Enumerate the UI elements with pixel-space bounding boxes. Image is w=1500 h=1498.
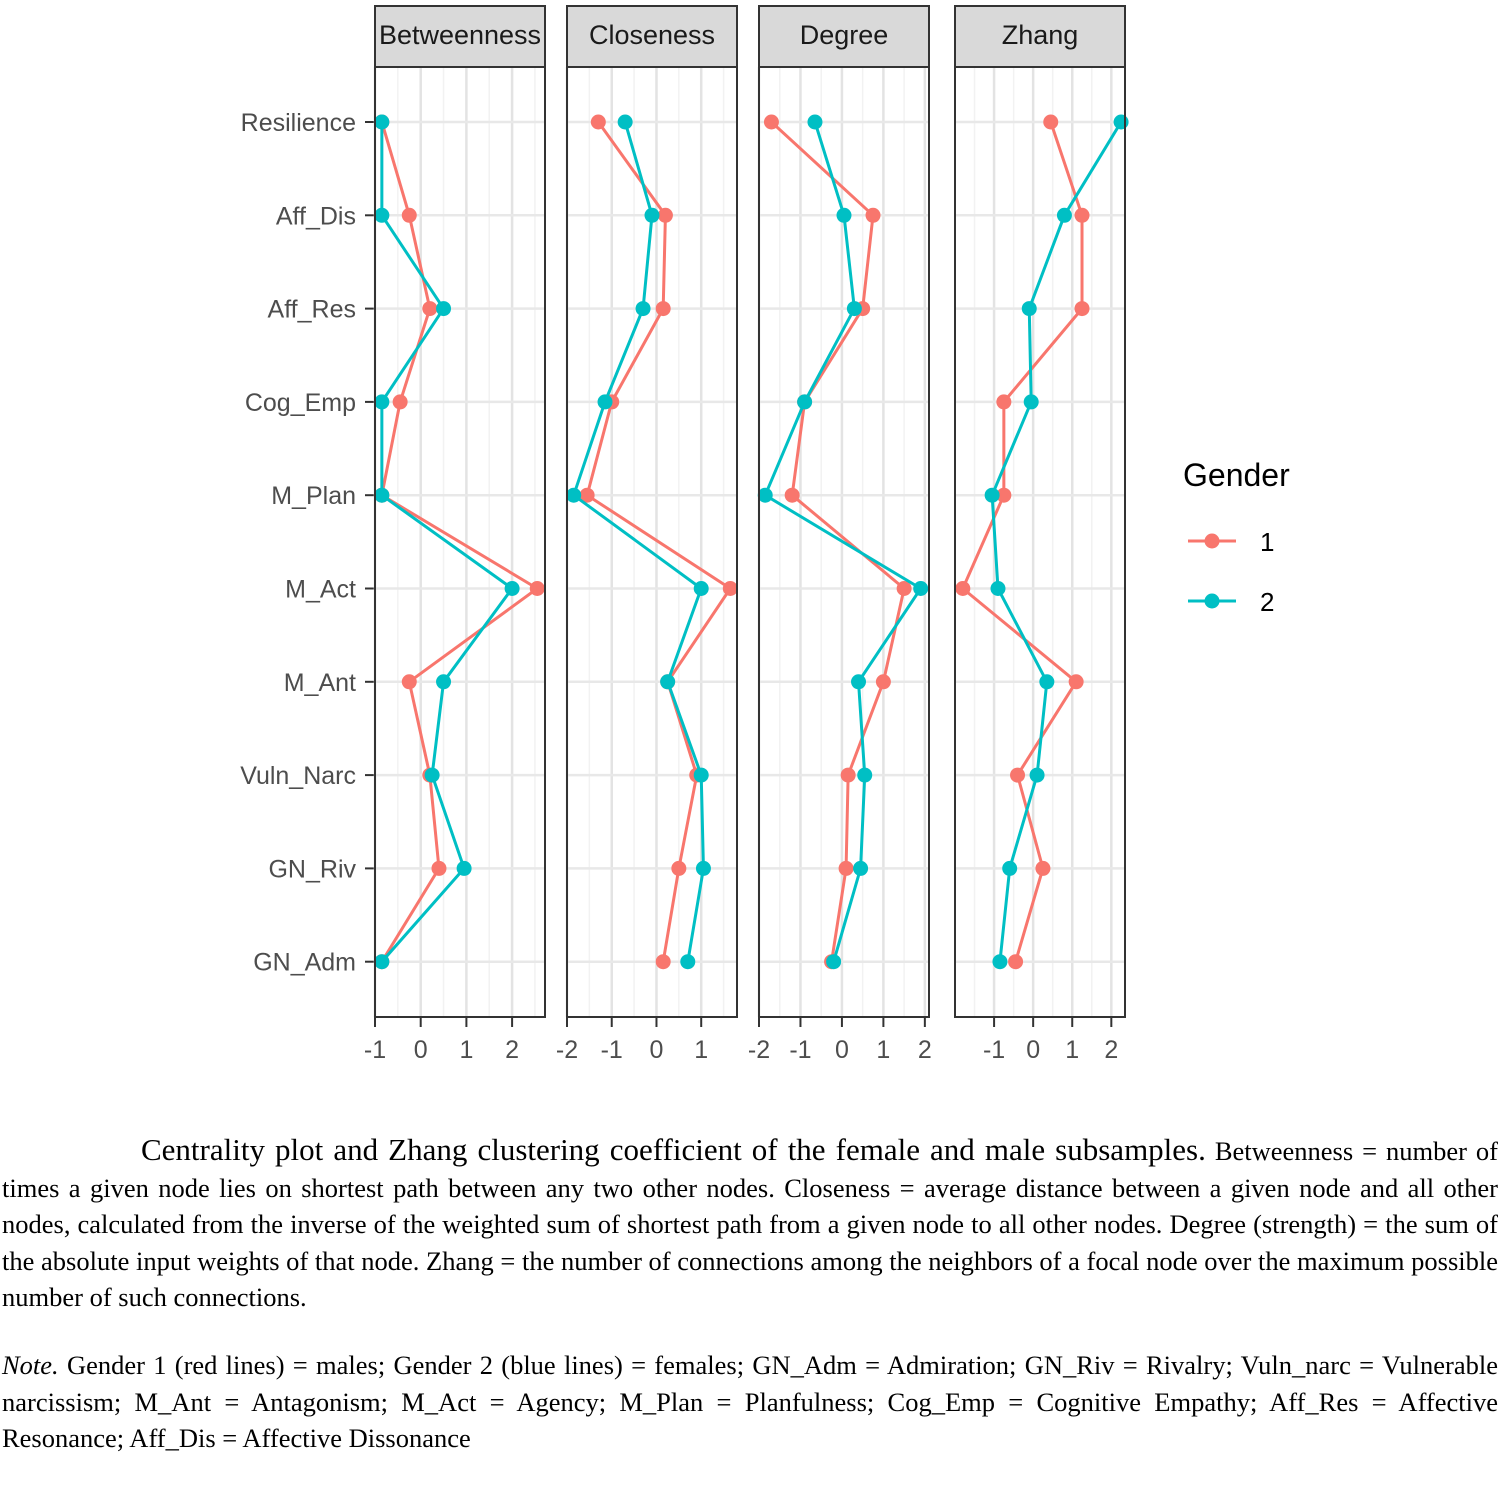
point-series-2-betweenness-m-act — [505, 581, 520, 596]
y-tick-label-aff-res: Aff_Res — [267, 295, 356, 324]
y-tick-label-gn-adm: GN_Adm — [253, 948, 356, 977]
x-tick-label-betweenness: 2 — [505, 1036, 520, 1064]
x-tick-label-zhang: -1 — [982, 1036, 1006, 1064]
y-tick-label-m-act: M_Act — [285, 575, 356, 604]
point-series-2-zhang-cog-emp — [1024, 394, 1039, 409]
point-series-1-closeness-gn-riv — [671, 861, 686, 876]
panel-closeness — [556, 6, 738, 1064]
point-series-2-closeness-resilience — [618, 115, 633, 130]
legend-key-point-2 — [1205, 594, 1220, 609]
caption-note — [2, 1347, 1498, 1457]
point-series-2-betweenness-m-ant — [436, 674, 451, 689]
x-tick-label-betweenness: 1 — [459, 1036, 474, 1064]
point-series-1-betweenness-gn-riv — [431, 861, 446, 876]
point-series-2-closeness-gn-adm — [680, 954, 695, 969]
point-series-1-zhang-gn-riv — [1035, 861, 1050, 876]
legend — [1183, 457, 1290, 617]
x-tick-label-degree: 0 — [834, 1036, 849, 1064]
panel-zhang — [955, 6, 1129, 1064]
point-series-1-betweenness-m-act — [530, 581, 545, 596]
point-series-2-zhang-m-ant — [1039, 674, 1054, 689]
point-series-2-betweenness-aff-res — [436, 301, 451, 316]
point-series-1-closeness-m-act — [723, 581, 738, 596]
point-series-2-closeness-gn-riv — [696, 861, 711, 876]
legend-key-point-1 — [1205, 534, 1220, 549]
point-series-1-betweenness-m-ant — [402, 674, 417, 689]
point-series-2-zhang-aff-dis — [1057, 208, 1072, 223]
x-tick-label-degree: 2 — [917, 1036, 932, 1064]
point-series-1-degree-resilience — [764, 115, 779, 130]
x-tick-label-zhang: 2 — [1104, 1036, 1119, 1064]
point-series-2-degree-cog-emp — [797, 394, 812, 409]
point-series-2-closeness-m-plan — [566, 488, 581, 503]
strip-label-degree: Degree — [799, 20, 889, 50]
point-series-2-degree-m-ant — [851, 674, 866, 689]
legend-label-1: 1 — [1260, 527, 1275, 557]
point-series-2-zhang-aff-res — [1022, 301, 1037, 316]
point-series-2-closeness-cog-emp — [598, 394, 613, 409]
point-series-1-zhang-m-ant — [1069, 674, 1084, 689]
point-series-1-zhang-resilience — [1043, 115, 1058, 130]
point-series-1-zhang-m-act — [955, 581, 970, 596]
point-series-2-degree-aff-res — [847, 301, 862, 316]
point-series-2-closeness-vuln-narc — [694, 768, 709, 783]
panel-degree — [748, 6, 932, 1064]
point-series-2-degree-m-act — [913, 581, 928, 596]
point-series-1-zhang-vuln-narc — [1010, 768, 1025, 783]
point-series-1-degree-m-ant — [876, 674, 891, 689]
point-series-1-closeness-aff-res — [656, 301, 671, 316]
x-tick-label-zhang: 1 — [1065, 1036, 1080, 1064]
point-series-2-betweenness-cog-emp — [374, 394, 389, 409]
point-series-2-zhang-m-act — [990, 581, 1005, 596]
legend-label-2: 2 — [1260, 587, 1275, 617]
x-tick-label-closeness: -1 — [600, 1036, 623, 1064]
y-tick-label-gn-riv: GN_Riv — [268, 855, 356, 884]
panel-betweenness — [364, 6, 545, 1064]
note-text: Gender 1 (red lines) = males; Gender 2 (blue lines) = females; GN_Adm = Admiration; GN_Riv = Rivalry; Vuln_narc = Vulnerable narcissism; M_Ant = Antagonism; M_Act = Agency; M_Plan = Planfulness; Cog_Emp = Cognitive Empathy; Aff_Res = Affective Resonance; Aff_Dis = Affective Dissonance — [2, 1349, 1499, 1454]
note-label: Note. — [2, 1349, 59, 1380]
point-series-1-degree-aff-dis — [866, 208, 881, 223]
point-series-1-closeness-gn-adm — [656, 954, 671, 969]
point-series-2-betweenness-resilience — [374, 115, 389, 130]
strip-label-betweenness: Betweenness — [378, 20, 542, 50]
point-series-2-degree-aff-dis — [837, 208, 852, 223]
point-series-2-closeness-m-act — [694, 581, 709, 596]
point-series-1-betweenness-cog-emp — [393, 394, 408, 409]
legend-title: Gender — [1183, 457, 1290, 493]
point-series-2-closeness-m-ant — [660, 674, 675, 689]
point-series-2-degree-gn-riv — [853, 861, 868, 876]
x-tick-label-degree: -1 — [789, 1036, 812, 1064]
point-series-2-zhang-m-plan — [985, 488, 1000, 503]
point-series-2-degree-vuln-narc — [857, 768, 872, 783]
caption-body: Betweenness = number of times a given node lies on shortest path between any two other nodes. Closeness = average distance between a given node and all other nodes, calculated from the inverse of the weighted sum of shortest path from a given node to all other nodes. Degree (strength) = the sum of the absolute input weights of that node. Zhang = the number of connections among the neighbors of a focal node over the maximum possible number of such connections. — [2, 1136, 1498, 1313]
point-series-2-betweenness-gn-adm — [374, 954, 389, 969]
x-tick-label-closeness: 0 — [649, 1036, 664, 1064]
y-tick-label-cog-emp: Cog_Emp — [244, 388, 356, 417]
point-series-1-degree-gn-riv — [839, 861, 854, 876]
point-series-2-degree-gn-adm — [826, 954, 841, 969]
x-tick-label-zhang: 0 — [1026, 1036, 1041, 1064]
point-series-2-degree-resilience — [807, 115, 822, 130]
y-tick-label-m-plan: M_Plan — [271, 482, 356, 511]
point-series-2-closeness-aff-res — [636, 301, 651, 316]
point-series-1-betweenness-aff-dis — [402, 208, 417, 223]
x-tick-label-closeness: -2 — [555, 1036, 579, 1064]
x-tick-label-closeness: 1 — [694, 1036, 709, 1064]
point-series-2-betweenness-vuln-narc — [425, 768, 440, 783]
y-tick-label-resilience: Resilience — [240, 109, 356, 137]
point-series-2-zhang-gn-adm — [992, 954, 1007, 969]
x-tick-label-betweenness: -1 — [363, 1036, 387, 1064]
y-tick-label-m-ant: M_Ant — [283, 668, 356, 697]
point-series-1-degree-m-plan — [785, 488, 800, 503]
strip-label-zhang: Zhang — [1001, 20, 1079, 50]
caption-title: Centrality plot and Zhang clustering coefficient of the female and male subsamples. — [141, 1132, 1206, 1167]
x-tick-label-degree: 1 — [876, 1036, 891, 1064]
x-tick-label-degree: -2 — [747, 1036, 771, 1064]
point-series-2-zhang-resilience — [1114, 115, 1129, 130]
point-series-1-degree-vuln-narc — [841, 768, 856, 783]
point-series-1-closeness-resilience — [591, 115, 606, 130]
x-tick-label-betweenness: 0 — [413, 1036, 428, 1064]
point-series-2-betweenness-gn-riv — [457, 861, 472, 876]
y-tick-label-vuln-narc: Vuln_Narc — [240, 762, 356, 791]
y-tick-label-aff-dis: Aff_Dis — [275, 202, 356, 231]
point-series-1-betweenness-aff-res — [422, 301, 437, 316]
point-series-1-zhang-cog-emp — [996, 394, 1011, 409]
point-series-1-zhang-aff-dis — [1075, 208, 1090, 223]
point-series-2-zhang-vuln-narc — [1030, 768, 1045, 783]
point-series-2-betweenness-m-plan — [374, 488, 389, 503]
figure-caption — [2, 1132, 1498, 1457]
point-series-2-closeness-aff-dis — [645, 208, 660, 223]
caption-paragraph — [2, 1132, 1498, 1316]
point-series-2-betweenness-aff-dis — [374, 208, 389, 223]
strip-label-closeness: Closeness — [588, 20, 716, 50]
point-series-2-zhang-gn-riv — [1002, 861, 1017, 876]
point-series-1-zhang-aff-res — [1075, 301, 1090, 316]
point-series-1-zhang-gn-adm — [1008, 954, 1023, 969]
point-series-1-closeness-aff-dis — [658, 208, 673, 223]
